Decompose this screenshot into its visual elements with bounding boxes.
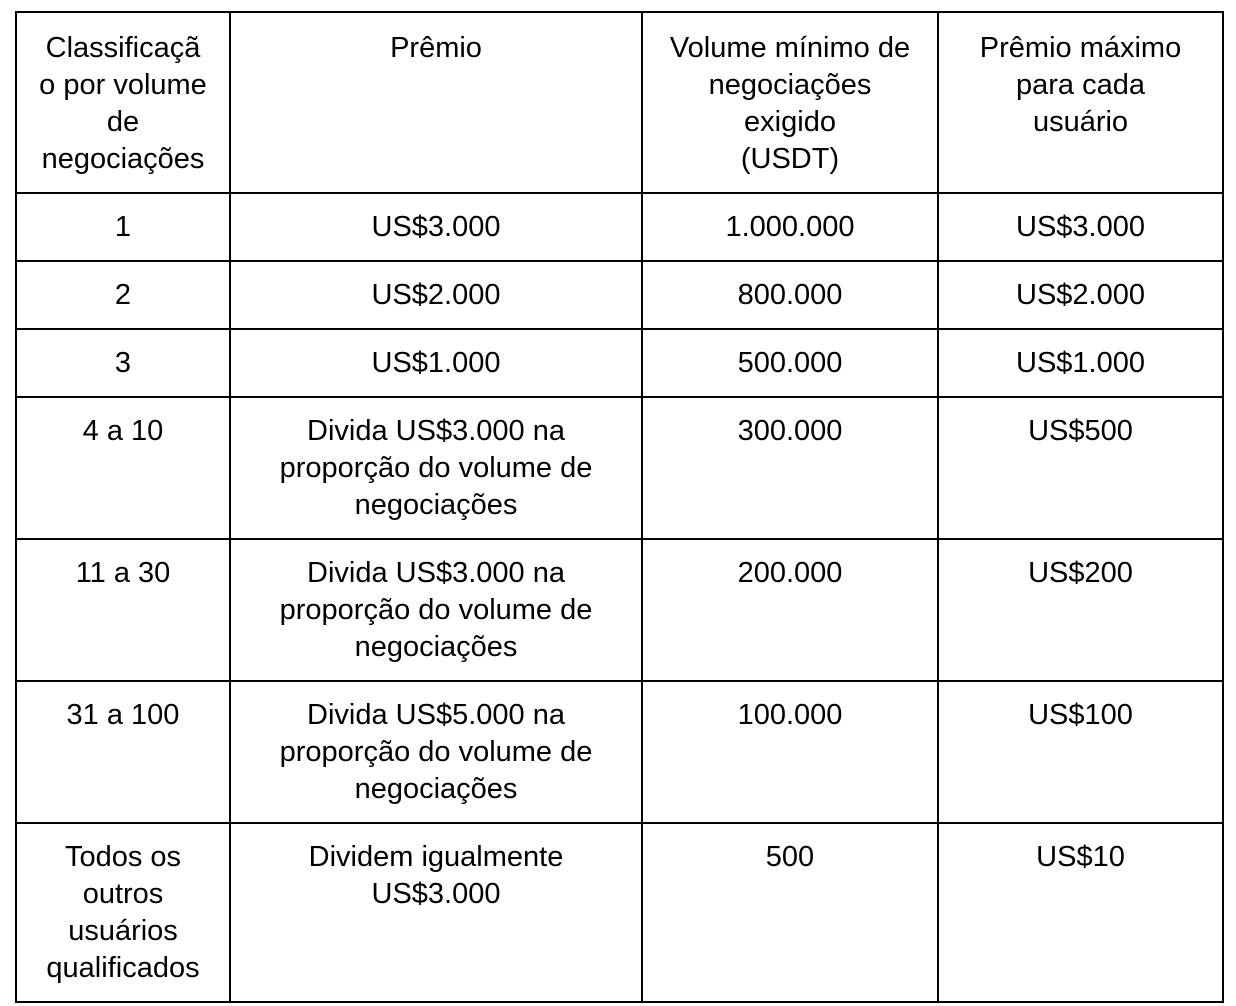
table-row: [16, 681, 1223, 823]
cell-max-prize: US$3.000: [938, 193, 1223, 261]
cell-prize: US$1.000: [230, 329, 642, 397]
cell-min-volume: 300.000: [642, 397, 938, 539]
cell-min-volume: 500: [642, 823, 938, 1002]
cell-prize: US$3.000: [230, 193, 642, 261]
cell-ranking: 11 a 30: [16, 539, 230, 681]
table-row: [16, 261, 1223, 329]
cell-max-prize: US$500: [938, 397, 1223, 539]
header-ranking: Classificaçã o por volume de negociações: [16, 12, 230, 193]
table-row: [16, 539, 1223, 681]
cell-prize: Dividem igualmente US$3.000: [230, 823, 642, 1002]
cell-ranking: 31 a 100: [16, 681, 230, 823]
header-prize: Prêmio: [230, 12, 642, 193]
cell-max-prize: US$2.000: [938, 261, 1223, 329]
cell-max-prize: US$200: [938, 539, 1223, 681]
cell-prize: US$2.000: [230, 261, 642, 329]
table-row: [16, 397, 1223, 539]
cell-ranking: 4 a 10: [16, 397, 230, 539]
header-max-prize: Prêmio máximo para cada usuário: [938, 12, 1223, 193]
cell-min-volume: 1.000.000: [642, 193, 938, 261]
cell-min-volume: 800.000: [642, 261, 938, 329]
cell-ranking: 1: [16, 193, 230, 261]
cell-prize: Divida US$3.000 na proporção do volume de negociações: [230, 539, 642, 681]
table-row: [16, 329, 1223, 397]
cell-ranking: 3: [16, 329, 230, 397]
cell-prize: Divida US$3.000 na proporção do volume de negociações: [230, 397, 642, 539]
cell-min-volume: 500.000: [642, 329, 938, 397]
cell-prize: Divida US$5.000 na proporção do volume de negociações: [230, 681, 642, 823]
cell-ranking: 2: [16, 261, 230, 329]
cell-min-volume: 200.000: [642, 539, 938, 681]
cell-max-prize: US$10: [938, 823, 1223, 1002]
cell-max-prize: US$1.000: [938, 329, 1223, 397]
table-header-row: [16, 12, 1223, 193]
cell-min-volume: 100.000: [642, 681, 938, 823]
cell-ranking: Todos os outros usuários qualificados: [16, 823, 230, 1002]
prize-ranking-table: [15, 11, 1224, 1003]
table-row: [16, 193, 1223, 261]
cell-max-prize: US$100: [938, 681, 1223, 823]
table-row: [16, 823, 1223, 1002]
header-min-volume: Volume mínimo de negociações exigido (USDT): [642, 12, 938, 193]
